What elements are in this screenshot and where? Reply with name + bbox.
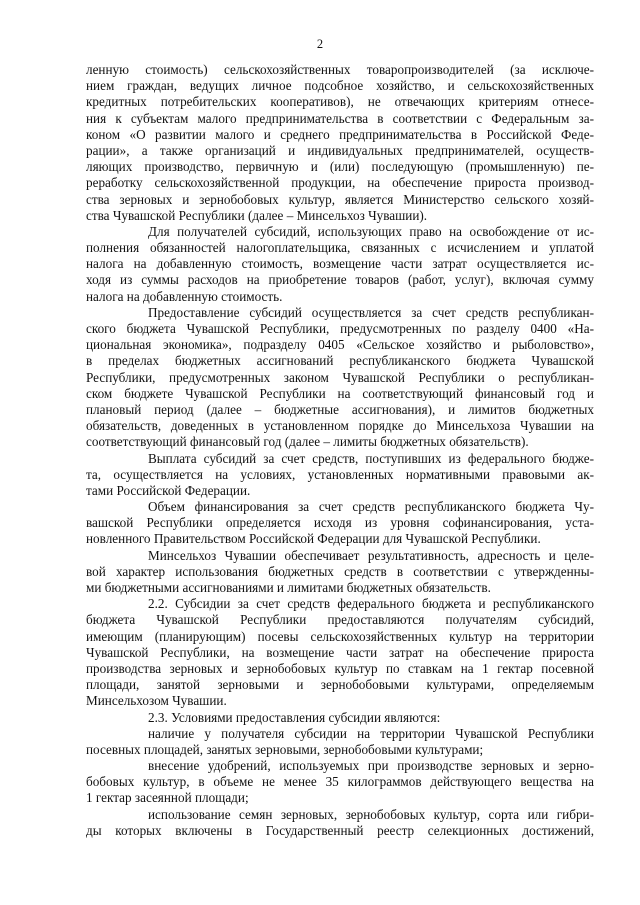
text-line: Республики, предусмотренных законом Чувашской Республики о республикан- (86, 369, 594, 385)
paragraph (86, 451, 594, 500)
text-line: ском бюджете Чувашской Республики на соответствующий финансовый год и (86, 385, 594, 401)
text-line: коном «О развитии малого и среднего предпринимательства в Российской Феде- (86, 126, 594, 142)
text-line: Чувашской Республики, на возмещение части затрат на обеспечение прироста (86, 644, 594, 660)
text-line: Предоставление субсидий осуществляется за счет средств республикан- (148, 304, 594, 320)
text-line: плановый период (далее – бюджетные ассигнования), и лимитов бюджетных (86, 401, 594, 417)
text-line: та, осуществляется на условиях, установленных нормативными правовыми ак- (86, 466, 594, 482)
text-line: налога на добавленную стоимость. (86, 288, 283, 304)
text-line: кредитных потребительских кооперативов), не отвечающих критериям отнесе- (86, 94, 594, 110)
text-line: бобовых культур, в объеме не менее 35 килограммов действующего вещества на (86, 774, 594, 790)
paragraph (86, 807, 594, 839)
text-line: площади, занятой зерновыми и зернобобовыми культурами, определяемым (86, 677, 594, 693)
text-line: Минсельхозом Чувашии. (86, 693, 227, 709)
paragraph (86, 758, 594, 807)
text-line: в пределах бюджетных ассигнований республиканского бюджета Чувашской (86, 353, 594, 369)
text-line: ляющих производство, первичную и (или) последующую (промышленную) пе- (86, 159, 594, 175)
paragraph (86, 596, 594, 709)
text-line: ды которых включены в Государственный реестр селекционных достижений, (86, 822, 594, 838)
text-line: Для получателей субсидий, использующих право на освобождение от ис- (148, 223, 594, 239)
text-line: производства зерновых и зернобобовых культур по ставкам на 1 гектар посевной (86, 660, 594, 676)
text-line: Минсельхоз Чувашии обеспечивает результативность, адресность и целе- (148, 547, 594, 563)
text-line: Объем финансирования за счет средств республиканского бюджета Чу- (148, 499, 594, 515)
document-body (86, 62, 594, 839)
text-line: использование семян зерновых, зернобобовых культур, сорта или гибри- (148, 806, 594, 822)
text-line: бюджета Чувашской Республики предоставляются получателям субсидий, (86, 612, 594, 628)
text-line: ства зерновых и зернобобовых культур, является Министерство сельского хозяй- (86, 191, 594, 207)
text-line: вой характер использования бюджетных средств в соответствии с утвержденны- (86, 563, 594, 579)
text-line: соответствующий финансовый год (далее – лимиты бюджетных обязательств). (86, 434, 529, 450)
text-line: циональная экономика», подразделу 0405 «Сельское хозяйство и рыболовство», (86, 337, 594, 353)
text-line: ходя из суммы расходов на приобретение товаров (работ, услуг), включая сумму (86, 272, 594, 288)
text-line: ния к субъектам малого предпринимательства в соответствии с Федеральным за- (86, 110, 594, 126)
text-line: 1 гектар засеянной площади; (86, 790, 249, 806)
paragraph (86, 710, 594, 726)
paragraph (86, 224, 594, 305)
paragraph (86, 499, 594, 548)
text-line: ленную стоимость) сельскохозяйственных товаропроизводителей (за исключе- (86, 62, 594, 77)
text-line: обязательств, доведенных в установленном порядке до Минсельхоза Чувашии на (86, 418, 594, 434)
text-line: внесение удобрений, используемых при производстве зерновых и зерно- (148, 758, 594, 774)
paragraph (86, 548, 594, 597)
text-line: новленного Правительством Российской Федерации для Чувашской Республики. (86, 531, 541, 547)
paragraph (86, 305, 594, 451)
paragraph (86, 726, 594, 758)
text-line: тами Российской Федерации. (86, 482, 251, 498)
text-line: 2.3. Условиями предоставления субсидии являются: (148, 709, 441, 725)
text-line: ского бюджета Чувашской Республики, предусмотренных по разделу 0400 «На- (86, 321, 594, 336)
page-number: 2 (316, 37, 324, 51)
text-line: рации», а также организаций и индивидуальных предпринимателей, осуществ- (86, 142, 594, 158)
text-line: нием граждан, ведущих личное подсобное хозяйство, и сельскохозяйственных (86, 78, 594, 94)
text-line: налога на добавленную стоимость, возмещение части затрат осуществляется ис- (86, 256, 594, 272)
text-line: имеющим (планирующим) посевы сельскохозяйственных культур на территории (86, 628, 594, 644)
text-line: 2.2. Субсидии за счет средств федерального бюджета и республиканского (148, 596, 594, 612)
text-line: наличие у получателя субсидии на территории Чувашской Республики (148, 725, 594, 741)
text-line: вашской Республики определяется исходя из уровня софинансирования, уста- (86, 515, 594, 531)
text-line: посевных площадей, занятых зерновыми, зернобобовыми культурами; (86, 741, 484, 757)
paragraph (86, 62, 594, 224)
text-line: реработку сельскохозяйственной продукции, на обеспечение прироста производ- (86, 175, 594, 191)
text-line: ства Чувашской Республики (далее – Минсельхоз Чувашии). (86, 207, 428, 223)
text-line: полнения обязанностей налогоплательщика, связанных с исчислением и уплатой (86, 240, 594, 256)
text-line: ми бюджетными ассигнованиями и лимитами бюджетных обязательств. (86, 580, 491, 595)
text-line: Выплата субсидий за счет средств, поступивших из федерального бюдже- (148, 450, 594, 466)
